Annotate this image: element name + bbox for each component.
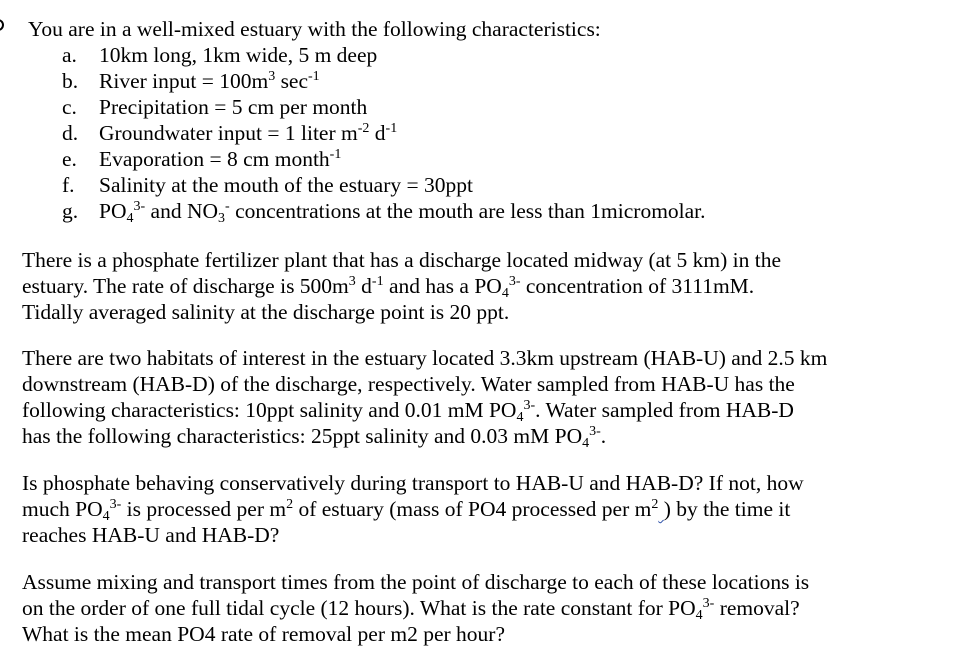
subscript: 4 [582,436,590,451]
paragraph-question-rate [22,569,957,647]
list-item [62,146,706,172]
characteristics-list [62,42,706,224]
superscript: -1 [385,121,398,136]
list-item [62,172,706,198]
text-line: There are two habitats of interest in the estuary located 3.3km upstream (HAB-U) and 2.5 km [22,346,828,370]
list-item [62,94,706,120]
paragraph-habitats [22,345,957,449]
superscript: -2 [357,121,370,136]
superscript: 3- [109,497,122,512]
text-run: . Water sampled from HAB-D [535,398,794,422]
superscript: 3- [589,424,601,439]
paragraph-discharge [22,247,957,325]
text-run: . [600,424,607,448]
list-item-label: f. [62,173,75,197]
list-item-text: River input = 100m [99,69,269,93]
text-run: of estuary (mass of PO4 processed per m [293,497,652,521]
text-run: is processed per m [121,497,287,521]
text-run: removal? [714,596,800,620]
text-run: following characteristics: 10ppt salinity and 0.01 mM PO [22,398,517,422]
text-run: ) by the time it [663,497,791,521]
text-run: estuary. The rate of discharge is 500m [22,274,349,298]
subscript: 4 [126,211,134,226]
intro-text: You are in a well-mixed estuary with the following characteristics: [28,17,601,41]
list-item-text: Groundwater input = 1 liter m [99,121,358,145]
text-line: There is a phosphate fertilizer plant that has a discharge located midway (at 5 km) in the [22,248,781,272]
superscript: - [225,199,230,214]
text-line [22,496,957,522]
superscript: 3- [133,199,146,214]
list-item-label: c. [62,95,77,119]
text-run: has the following characteristics: 25ppt salinity and 0.03 mM PO [22,424,583,448]
superscript: 3- [508,274,521,289]
subscript: 4 [102,509,110,524]
list-item-label: a. [62,43,77,67]
text-run: much PO [22,497,103,521]
bullet-marker [0,19,4,31]
text-line: Assume mixing and transport times from the point of discharge to each of these locations is [22,570,810,594]
list-item-text: 10km long, 1km wide, 5 m deep [99,43,378,67]
list-item-label: d. [62,121,79,145]
list-item-label: b. [62,69,79,93]
list-item-text: sec [275,69,309,93]
text-line: reaches HAB-U and HAB-D? [22,523,280,547]
subscript: 4 [501,286,509,301]
superscript: 3 [268,69,276,84]
text-line [22,397,957,423]
subscript: 4 [695,608,703,623]
paragraph-question-conservative [22,470,957,548]
list-item-text: PO [99,199,127,223]
superscript: 2 [286,497,294,512]
list-item-label: e. [62,147,77,171]
superscript: 3- [523,398,536,413]
list-item-text: Salinity at the mouth of the estuary = 30ppt [99,173,473,197]
text-run: concentration of 3111mM. [520,274,755,298]
superscript: 2 [651,497,659,512]
text-run: d [355,274,372,298]
text-line [22,423,957,449]
list-item-text: Precipitation = 5 cm per month [99,95,368,119]
list-item-text: Evaporation = 8 cm month [99,147,330,171]
list-item-text: concentrations at the mouth are less than 1micromolar. [229,199,706,223]
text-line: What is the mean PO4 rate of removal per m2 per hour? [22,622,505,646]
subscript: 3 [218,211,226,226]
list-item [62,198,706,224]
list-item [62,68,706,94]
superscript: -1 [329,147,342,162]
list-item-text: d [369,121,386,145]
text-line: downstream (HAB-D) of the discharge, respectively. Water sampled from HAB-U has the [22,372,795,396]
superscript: 3 [348,274,356,289]
list-item-text: and NO [145,199,219,223]
list-item-label: g. [62,199,79,223]
text-run: and has a PO [383,274,502,298]
text-line [22,595,957,621]
text-line: Is phosphate behaving conservatively during transport to HAB-U and HAB-D? If not, how [22,471,804,495]
superscript: -1 [371,274,384,289]
text-run: on the order of one full tidal cycle (12 hours). What is the rate constant for PO [22,596,696,620]
text-line [22,273,957,299]
list-item [62,42,706,68]
list-item [62,120,706,146]
superscript: 3- [702,596,715,611]
superscript: -1 [308,69,320,84]
subscript: 4 [516,410,524,425]
text-line: Tidally averaged salinity at the discharge point is 20 ppt. [22,300,510,324]
